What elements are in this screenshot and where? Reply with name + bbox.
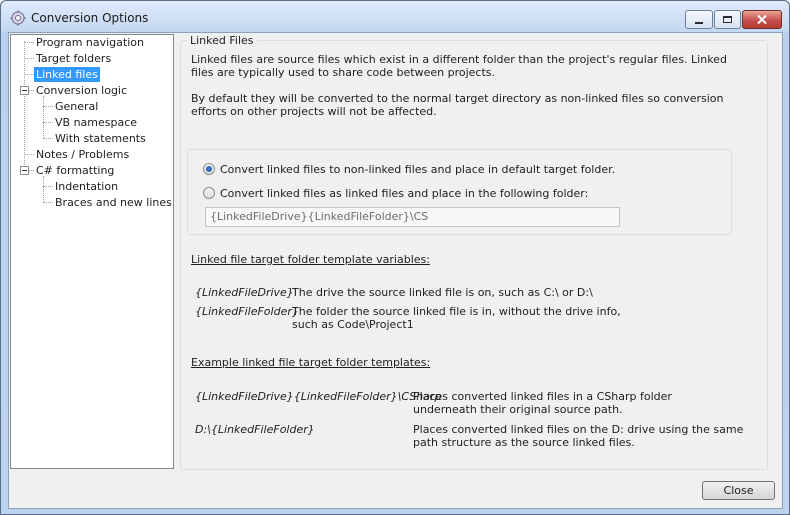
tree-item-indentation[interactable]: Indentation [55,180,119,193]
collapse-icon[interactable] [20,86,29,95]
radio-default-folder-label[interactable]: Convert linked files to non-linked files and place in default target folder. [220,163,616,176]
close-button[interactable]: Close [702,481,775,500]
tree-line [24,154,34,155]
tree-item-with-statements[interactable]: With statements [55,132,146,145]
tree-line [43,106,53,107]
tree-line [43,138,53,139]
tree-line [43,186,53,187]
radio-custom-folder[interactable] [203,187,215,199]
example-template: {LinkedFileDrive}{LinkedFileFolder}\CSharp [195,390,442,403]
variable-description: The folder the source linked file is in, without the drive info, such as Code\Project1 [292,305,621,331]
tree-line [43,202,53,203]
tree-line [24,58,34,59]
close-icon [757,15,767,24]
gear-icon [10,10,26,26]
example-description: Places converted linked files on the D: drive using the same path structure as the source linked files. [413,423,744,449]
variable-name: {LinkedFileDrive} [195,286,294,299]
tree-item-general[interactable]: General [55,100,99,113]
tree-item-braces-new-lines[interactable]: Braces and new lines [55,196,172,209]
tree-item-program-navigation[interactable]: Program navigation [36,36,144,49]
tree-item-vb-namespace[interactable]: VB namespace [55,116,138,129]
tree-item-linked-files[interactable]: Linked files [36,68,98,81]
tree-line [43,122,53,123]
variable-name: {LinkedFileFolder} [195,305,299,318]
tree-item-notes-problems[interactable]: Notes / Problems [36,148,130,161]
title-bar[interactable] [1,1,789,32]
target-folder-field[interactable]: {LinkedFileDrive}{LinkedFileFolder}\CS [205,207,620,227]
variables-heading: Linked file target folder template variables: [191,253,430,266]
variable-description: The drive the source linked file is on, such as C:\ or D:\ [292,286,593,299]
tree-item-target-folders[interactable]: Target folders [36,52,112,65]
tree-line [24,41,25,167]
radio-default-folder[interactable] [203,163,215,175]
tree-line [24,74,34,75]
maximize-button[interactable] [714,10,741,29]
tree-item-csharp-formatting[interactable]: C# formatting [36,164,115,177]
intro-paragraph: Linked files are source files which exist in a different folder than the project's regular files. Linked files are typically used to share code between projects. [191,53,727,79]
minimize-icon [695,22,703,24]
examples-heading: Example linked file target folder templates: [191,356,431,369]
tree-item-conversion-logic[interactable]: Conversion logic [36,84,128,97]
tree-line [24,42,34,43]
example-description: Places converted linked files in a CSharp folder underneath their original source path. [413,390,672,416]
tree-line [43,176,44,202]
group-title: Linked Files [187,34,257,47]
collapse-icon[interactable] [20,166,29,175]
radio-custom-folder-label[interactable]: Convert linked files as linked files and place in the following folder: [220,187,589,200]
maximize-icon [723,16,732,23]
example-template: D:\{LinkedFileFolder} [195,423,315,436]
window-title: Conversion Options [31,11,149,25]
options-tree[interactable] [10,34,174,469]
window-close-button[interactable] [742,10,782,29]
dialog-client-area [8,32,783,509]
tree-line [43,96,44,138]
minimize-button[interactable] [685,10,713,29]
default-behavior-paragraph: By default they will be converted to the normal target directory as non-linked files so conversion efforts on other projects will not be affected. [191,92,724,118]
